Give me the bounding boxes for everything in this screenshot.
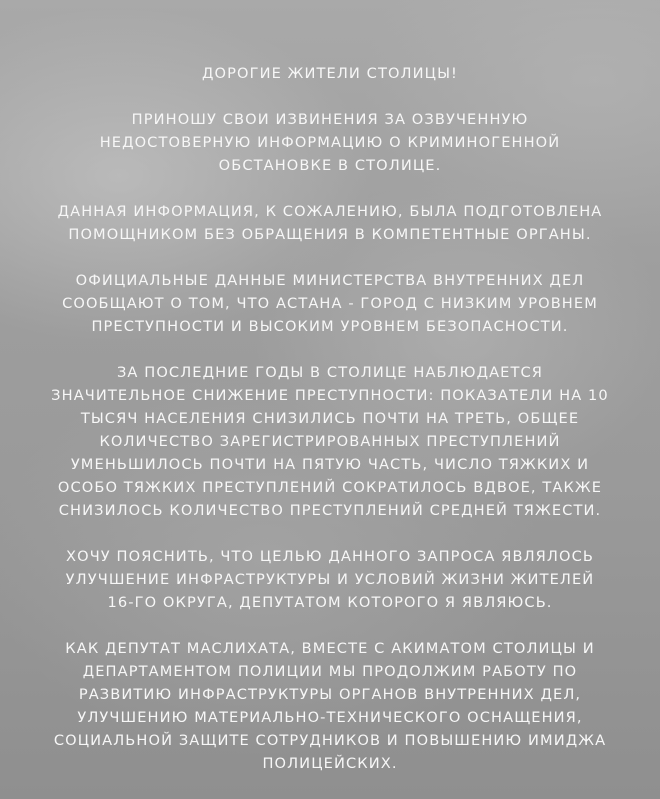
paragraph-apology: ПРИНОШУ СВОИ ИЗВИНЕНИЯ ЗА ОЗВУЧЕННУЮ НЕДОСТОВЕРНУЮ ИНФОРМАЦИЮ О КРИМИНОГЕННОЙ ОБСТАНОВКЕ В СТОЛИЦЕ. [99, 111, 561, 174]
apology-letter [0, 62, 660, 775]
paragraph-purpose: ХОЧУ ПОЯСНИТЬ, ЧТО ЦЕЛЬЮ ДАННОГО ЗАПРОСА ЯВЛЯЛОСЬ УЛУЧШЕНИЕ ИНФРАСТРУКТУРЫ И УСЛОВИЙ ЖИЗНИ ЖИТЕЛЕЙ 16-ГО ОКРУГА, ДЕПУТАТОМ КОТОРОГО Я ЯВЛЯЮСЬ. [65, 548, 595, 611]
letter-greeting: ДОРОГИЕ ЖИТЕЛИ СТОЛИЦЫ! [202, 65, 458, 82]
paragraph-commitment: КАК ДЕПУТАТ МАСЛИХАТА, ВМЕСТЕ С АКИМАТОМ СТОЛИЦЫ И ДЕПАРТАМЕНТОМ ПОЛИЦИИ МЫ ПРОДОЛЖИМ РАБОТУ ПО РАЗВИТИЮ ИНФРАСТРУКТУРЫ ОРГАНОВ ВНУТРЕННИХ ДЕЛ, УЛУЧШЕНИЮ МАТЕРИАЛЬНО-ТЕХНИЧЕСКОГО ОСНАЩЕНИЯ, СОЦИАЛЬНОЙ ЗАЩИТЕ СОТРУДНИКОВ И ПОВЫШЕНИЮ ИМИДЖА ПОЛИЦЕЙСКИХ. [53, 640, 607, 772]
paragraph-explanation: ДАННАЯ ИНФОРМАЦИЯ, К СОЖАЛЕНИЮ, БЫЛА ПОДГОТОВЛЕНА ПОМОЩНИКОМ БЕЗ ОБРАЩЕНИЯ В КОМПЕТЕНТНЫЕ ОРГАНЫ. [57, 203, 603, 243]
paragraph-statistics: ЗА ПОСЛЕДНИЕ ГОДЫ В СТОЛИЦЕ НАБЛЮДАЕТСЯ ЗНАЧИТЕЛЬНОЕ СНИЖЕНИЕ ПРЕСТУПНОСТИ: ПОКАЗАТЕЛИ НА 10 ТЫСЯЧ НАСЕЛЕНИЯ СНИЗИЛИСЬ ПОЧТИ НА ТРЕТЬ, ОБЩЕЕ КОЛИЧЕСТВО ЗАРЕГИСТРИРОВАННЫХ ПРЕСТУПЛЕНИЙ УМЕНЬШИЛОСЬ ПОЧТИ НА ПЯТУЮ ЧАСТЬ, ЧИСЛО ТЯЖКИХ И ОСОБО ТЯЖКИХ ПРЕСТУПЛЕНИЙ СОКРАТИЛОСЬ ВДВОЕ, ТАКЖЕ СНИЗИЛОСЬ КОЛИЧЕСТВО ПРЕСТУПЛЕНИЙ СРЕДНЕЙ ТЯЖЕСТИ. [51, 364, 609, 519]
paragraph-official-data: ОФИЦИАЛЬНЫЕ ДАННЫЕ МИНИСТЕРСТВА ВНУТРЕННИХ ДЕЛ СООБЩАЮТ О ТОМ, ЧТО АСТАНА - ГОРОД С НИЗКИМ УРОВНЕМ ПРЕСТУПНОСТИ И ВЫСОКИМ УРОВНЕМ БЕЗОПАСНОСТИ. [62, 272, 598, 335]
